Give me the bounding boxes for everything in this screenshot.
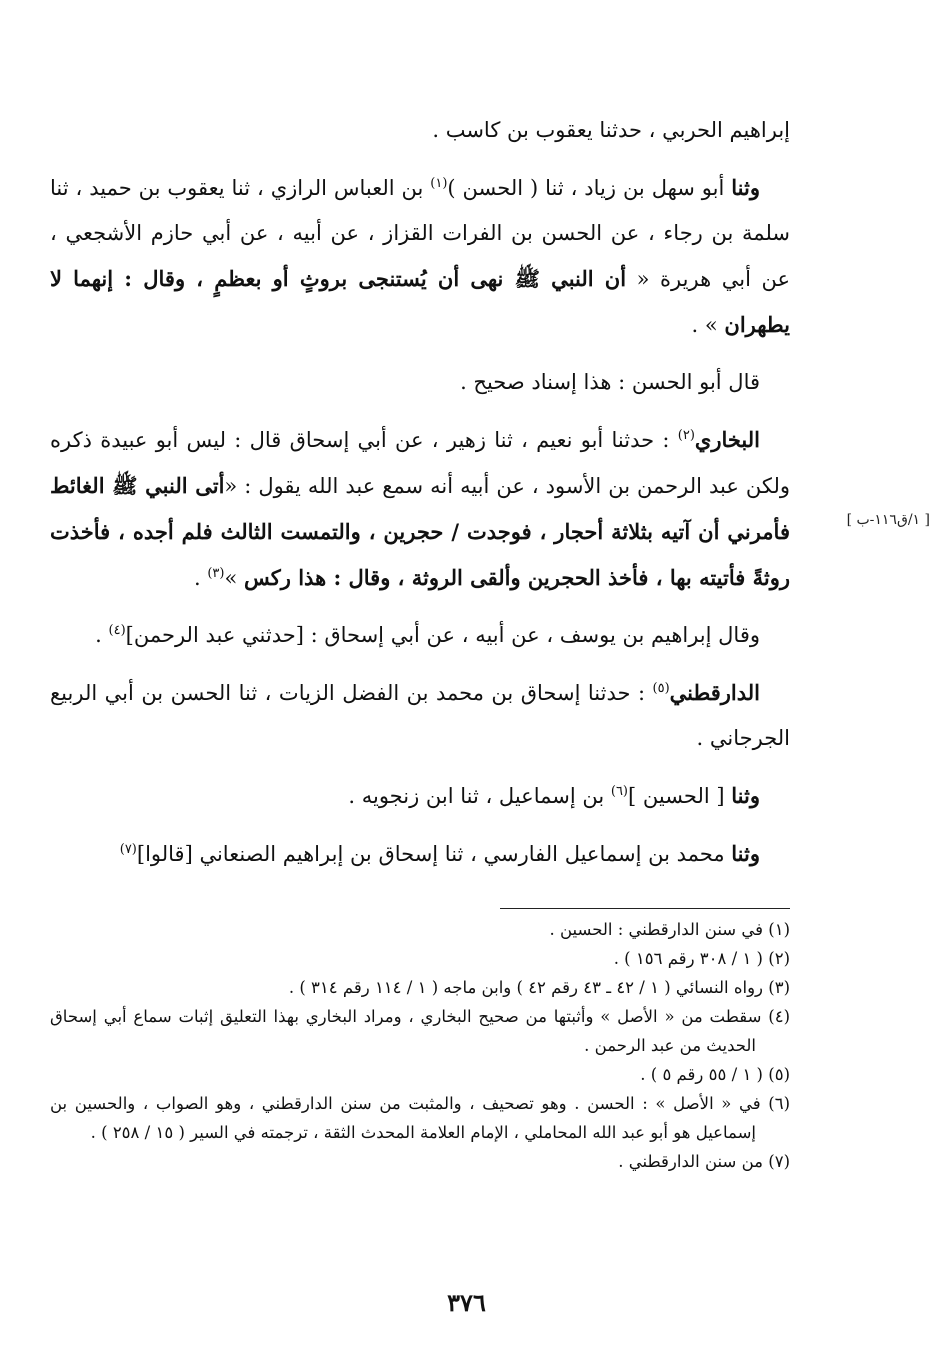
bold-text: وثنا [731,783,760,808]
paragraph [50,417,790,601]
bold-text: أن النبي ﷺ نهى أن يُستنجى بروثٍ أو بعظمٍ ، وقال : إنهما لا يطهران [50,266,790,337]
text-run: : حدثنا أبو نعيم ، ثنا زهير ، عن أبي إسحاق قال : ليس أبو عبيدة ذكره ولكن عبد الرحمن بن الأسود ، عن أبيه أنه سمع عبد الله يقول : « [50,428,790,498]
footnotes [50,915,790,1176]
text-run: » . [691,313,725,337]
footnote-ref: (١) [430,176,448,191]
paragraph [50,165,790,348]
paragraph [50,831,790,877]
footnote: (٥) ( ١ / ٥٥ رقم ٥ ) . [640,1065,790,1084]
page-number: ٣٧٦ [447,1288,486,1317]
footnote: (٢) ( ١ / ٣٠٨ رقم ١٥٦ ) . [613,949,790,968]
text-run: قال أبو الحسن : هذا إسناد صحيح . [460,370,760,394]
footnote-separator [500,908,790,909]
footnote-ref: (٥) [652,681,670,696]
paragraph [50,773,790,819]
text-run: : حدثنا إسحاق بن محمد بن الفضل الزيات ، ثنا الحسن بن أبي الربيع الجرجاني . [50,681,790,750]
text-run: [ الحسين ] [628,784,732,808]
text-run: بن إسماعيل ، ثنا ابن زنجويه . [348,784,611,808]
text-run: إبراهيم الحربي ، حدثنا يعقوب بن كاسب . [432,118,790,142]
paragraph [50,613,790,658]
text-run: أبو سهل بن زياد ، ثنا ( الحسن ) [447,176,732,200]
footnote-ref: (٤) [108,623,126,638]
bold-text: أتى النبي ﷺ الغائط فأمرني أن آتيه بثلاثة أحجار ، فوجدت / حجرين ، والتمست الثالث فلم أجده ، فأخذت روثةً فأتيته بها ، فأخذ الحجرين وألقى الروثة ، وقال : هذا ركس [50,473,790,590]
text-run: . [193,566,208,590]
bold-text: وثنا [731,841,760,866]
footnote-ref: (٧) [119,842,137,857]
footnote-ref: (٢) [677,428,695,443]
text-run: وقال إبراهيم بن يوسف ، عن أبيه ، عن أبي إسحاق : [حدثني عبد الرحمن] [125,623,760,647]
text-run: . [95,623,109,647]
footnote: (٦) في « الأصل » : الحسن . وهو تصحيف ، والمثبت من سنن الدارقطني ، وهو الصواب ، والحسين بن إسماعيل هو أبو عبد الله المحاملي ، الإمام العلامة المحدث الثقة ، ترجمته في السير ( ١٥ / ٢٥٨ ) . [50,1094,790,1142]
footnote-ref: (٦) [610,784,628,799]
paragraph [50,108,790,153]
paragraph [50,360,790,405]
main-text [50,108,790,889]
manuscript-folio-note: [ ١/ق١١٦-ب ] [846,512,930,528]
text-run: بن العباس الرازي ، ثنا يعقوب بن حميد ، ثنا سلمة بن رجاء ، عن الحسن بن الفرات القزاز ، عن أبيه ، عن أبي حازم الأشجعي ، عن أبي هريرة « [50,176,790,291]
bold-text: البخاري [694,427,760,452]
paragraph [50,670,790,761]
text-run: » [224,566,244,590]
footnote: (٤) سقطت من « الأصل » وأثبتها من صحيح البخاري ، ومراد البخاري بهذا التعليق إثبات سماع أبي إسحاق الحديث من عبد الرحمن . [50,1007,790,1055]
footnote-ref: (٣) [207,566,225,581]
bold-text: الدارقطني [669,680,760,705]
bold-text: وثنا [731,175,760,200]
text-run: محمد بن إسماعيل الفارسي ، ثنا إسحاق بن إبراهيم الصنعاني [قالوا] [136,842,732,866]
footnote: (٣) رواه النسائي ( ١ / ٤٢ ـ ٤٣ رقم ٤٢ ) وابن ماجه ( ١ / ١١٤ رقم ٣١٤ ) . [288,978,790,997]
footnote: (٧) من سنن الدارقطني . [618,1152,790,1171]
footnote: (١) في سنن الدارقطني : الحسين . [549,920,790,939]
